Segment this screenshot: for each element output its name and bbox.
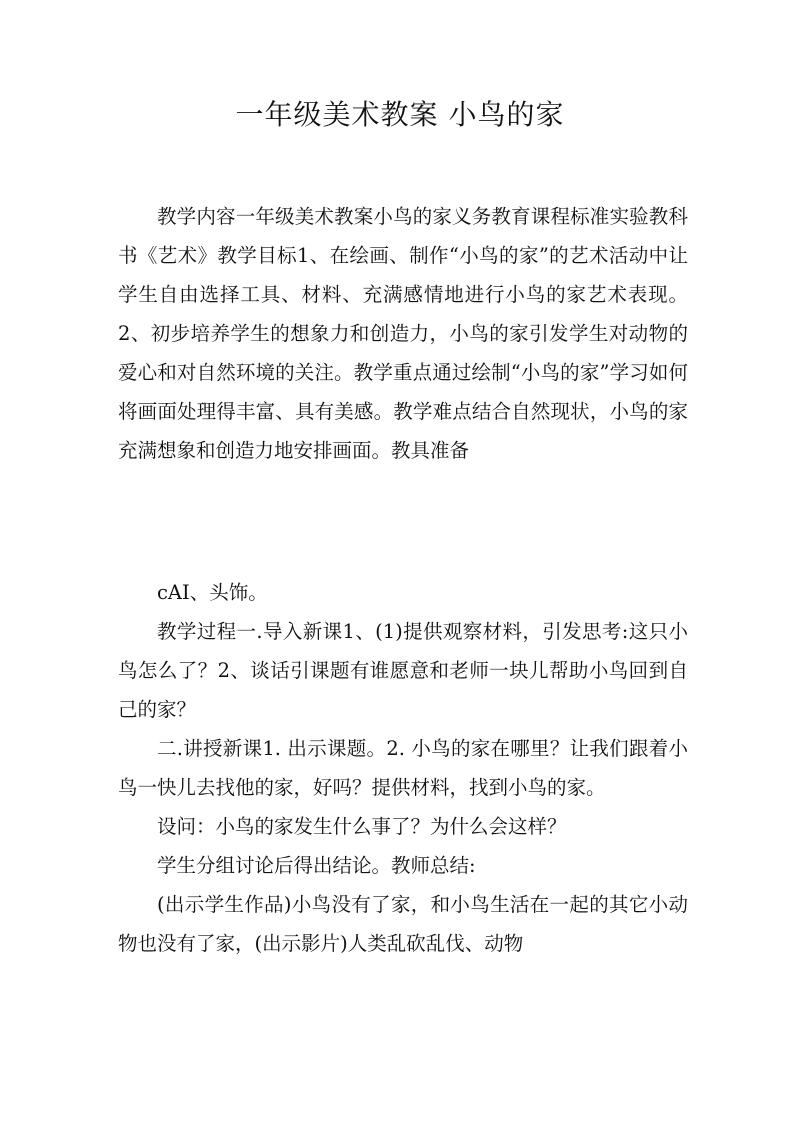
paragraph-discussion: 学生分组讨论后得出结论。教师总结:	[157, 854, 476, 877]
paragraph-teaching-content: 教学内容一年级美术教案小鸟的家义务教育课程标准实验教科书《艺术》教学目标1、在绘画、制作“小鸟的家”的艺术活动中让学生自由选择工具、材料、充满感情地进行小鸟的家艺术表现。2、初步培养学生的想象力和创造力，小鸟的家引发学生对动物的爱心和对自然环境的关注。教学重点通过绘制“小鸟的家”学习如何将画面处理得丰富、具有美感。教学难点结合自然现状，小鸟的家充满想象和创造力地安排画面。教具准备	[118, 205, 688, 462]
paragraph-new-lesson: 二.讲授新课1. 出示课题。2. 小鸟的家在哪里？让我们跟着小鸟一快儿去找他的家，好吗？提供材料，找到小鸟的家。	[118, 737, 688, 799]
paragraph-student-work: (出示学生作品)小鸟没有了家，和小鸟生活在一起的其它小动物也没有了家，(出示影片)人类乱砍乱伐、动物	[118, 893, 688, 955]
paragraph-teaching-process: 教学过程一.导入新课1、(1)提供观察材料，引发思考:这只小鸟怎么了？2、谈话引课题有谁愿意和老师一块儿帮助小鸟回到自己的家？	[118, 620, 688, 721]
body-section-2	[118, 573, 688, 963]
paragraph-question: 设问：小鸟的家发生什么事了？为什么会这样？	[157, 815, 567, 838]
body-section-1	[118, 197, 688, 470]
document-title: 一年级美术教案 小鸟的家	[235, 98, 565, 131]
paragraph-teaching-aids: cAI、头饰。	[157, 581, 268, 604]
